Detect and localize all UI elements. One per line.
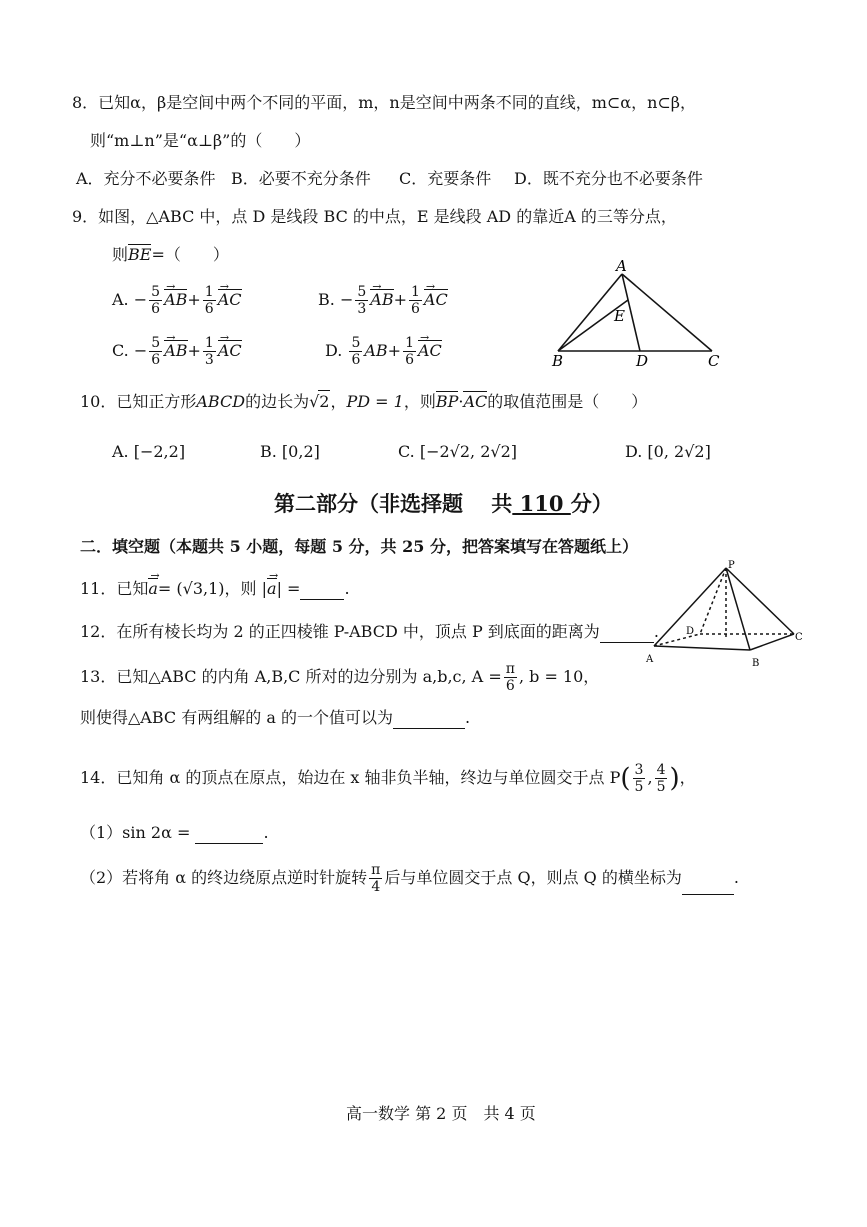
q11-eq: = (√3,1)，则 | (157, 579, 268, 598)
label-e: E (614, 307, 625, 325)
coef-1 (149, 284, 162, 317)
den: 6 (151, 301, 161, 317)
q10-option-d: D. [0, 2√2] (625, 442, 711, 461)
section-fill-in-heading: 二．填空题（本题共 5 小题，每题 5 分，共 25 分，把答案填写在答题纸上） (80, 537, 638, 556)
edge-pd (700, 568, 726, 634)
coef-1 (355, 284, 368, 317)
option-label: D. (325, 341, 343, 360)
label-b: B (552, 352, 564, 370)
den: 6 (405, 352, 414, 368)
q14-paren-open: ( (620, 763, 631, 794)
q13-stem-line1 (80, 661, 599, 694)
q14-sub2-prefix: （2）若将角 α 的终边绕原点逆时针旋转 (80, 868, 368, 887)
q14-sub2-answer-blank[interactable] (682, 894, 734, 895)
pyramid-figure (640, 558, 805, 670)
q10-pd: PD = 1 (346, 392, 404, 411)
q10-abcd: ABCD (196, 392, 246, 411)
num: 5 (151, 284, 161, 300)
label-c: C (708, 352, 720, 370)
label-d: D (686, 626, 695, 637)
vector-1: AB → (164, 289, 187, 311)
q13-end: . (464, 708, 471, 727)
q12-end: . (653, 622, 659, 641)
q14-end: ， (679, 768, 696, 787)
q9-stem-suffix: =（ ） (151, 245, 229, 264)
num: π (371, 862, 381, 878)
num: 5 (351, 335, 361, 351)
q14-sub1-answer-blank[interactable] (195, 843, 263, 844)
den: 6 (204, 301, 214, 317)
vector-1: AB → (164, 340, 187, 362)
num: 1 (204, 284, 214, 300)
sign: − (339, 290, 354, 309)
operator: + (187, 341, 201, 360)
edge-ab (558, 274, 622, 351)
edge-bc (750, 634, 794, 650)
q13-answer-blank[interactable] (393, 728, 465, 729)
operator: + (187, 290, 201, 309)
label-a: A (616, 257, 627, 275)
sign: − (133, 341, 148, 360)
q9-option-b (318, 284, 448, 317)
den: 6 (351, 352, 361, 368)
q9-option-d (325, 335, 442, 368)
q14-sub2-suffix: 后与单位圆交于点 Q，则点 Q 的横坐标为 (384, 868, 682, 887)
q9-stem-line1: 9．如图，△ABC 中，点 D 是线段 BC 的中点，E 是线段 AD 的靠近A 的三等分点， (72, 207, 677, 226)
q11-vector-a: a → (148, 578, 158, 600)
num: 3 (634, 762, 644, 778)
q8-option-d: D．既不充分也不必要条件 (514, 169, 703, 188)
num: 1 (410, 284, 420, 300)
den: 3 (204, 352, 214, 368)
q8-option-b: B．必要不充分条件 (231, 169, 371, 188)
q14-rotation-fraction (369, 862, 382, 895)
q14-sub1-prefix: （1）sin 2α = (80, 823, 191, 842)
option-label: B. (318, 290, 335, 309)
q10-option-a: A. [−2,2] (112, 442, 186, 461)
q10-mid3: ，则 (403, 392, 436, 411)
q13-line2: 则使得△ABC 有两组解的 a 的一个值可以为 (80, 708, 393, 727)
operator: + (393, 290, 407, 309)
q9-stem-line2 (112, 244, 229, 266)
q9-vector-be: BE (128, 245, 152, 264)
q10-prefix: 10．已知正方形 (80, 392, 197, 411)
q14-stem: 14．已知角 α 的顶点在原点，始边在 x 轴非负半轴，终边与单位圆交于点 P( $\frac{3}{5}$ , $\frac{4}{5}$ )， (80, 762, 696, 795)
den: 4 (371, 879, 381, 895)
option-label: C. (112, 341, 129, 360)
q10-stem (80, 390, 647, 413)
coef-2 (409, 284, 422, 317)
den: 5 (634, 779, 644, 795)
vector-1: AB → (370, 289, 393, 311)
q13-stem-line2 (80, 707, 470, 729)
q10-sqrt-value: 2 (319, 392, 330, 411)
q11-stem (80, 578, 350, 600)
triangle-abc-figure (548, 256, 728, 370)
part2-score: 110 (512, 491, 571, 516)
label-c: C (795, 632, 803, 643)
q10-vector-ac: AC (463, 392, 488, 411)
q8-stem-line2: 则“m⊥n”是“α⊥β”的（ ） (90, 131, 311, 150)
q14-px (633, 762, 646, 795)
num: 5 (151, 335, 161, 351)
q10-mid2: ， (330, 392, 347, 411)
q10-vector-bp: BP (435, 392, 459, 411)
q11-answer-blank[interactable] (300, 599, 344, 600)
vector-2: AC → (418, 340, 442, 362)
q9-option-c (112, 335, 242, 368)
label-d: D (636, 352, 649, 370)
q13-angle-fraction (504, 661, 517, 694)
num: 4 (656, 762, 666, 778)
q12-stem (80, 621, 659, 643)
option-label: A. (112, 290, 129, 309)
edge-ac (622, 274, 712, 351)
q11-suffix: | = (276, 579, 301, 598)
coef-2 (203, 284, 216, 317)
q14-sub1-end: . (263, 823, 269, 842)
q10-sqrt: √2 (309, 392, 330, 411)
part2-title-a: 第二部分（非选择题 共 (274, 491, 513, 516)
q14-sub1 (80, 822, 269, 844)
q14-py (655, 762, 668, 795)
q13-suffix: , b = 10， (518, 667, 600, 686)
q11-prefix: 11．已知 (80, 579, 149, 598)
num: 1 (405, 335, 414, 351)
num: π (505, 661, 515, 677)
label-b: B (752, 658, 760, 669)
q10-option-c: C. [−2√2, 2√2] (398, 442, 518, 461)
q14-sub2-end: . (733, 868, 739, 887)
q8-option-c: C．充要条件 (399, 169, 492, 188)
vector-2: AC → (424, 289, 448, 311)
q8-stem-line1: 8．已知α，β是空间中两个不同的平面，m，n是空间中两条不同的直线，m⊂α，n⊂β， (72, 93, 697, 112)
den: 6 (151, 352, 161, 368)
page-footer: 高一数学 第 2 页 共 4 页 (346, 1104, 536, 1123)
num: 1 (204, 335, 214, 351)
coef-1 (349, 335, 362, 368)
q14-sub2 (80, 862, 739, 895)
sign: − (133, 290, 148, 309)
part2-heading (274, 488, 613, 518)
q10-option-b: B. [0,2] (260, 442, 320, 461)
den: 6 (505, 678, 515, 694)
q10-mid1: 的边长为 (245, 392, 310, 411)
coef-1 (149, 335, 162, 368)
den: 5 (656, 779, 666, 795)
q14-paren-close: ) (669, 763, 680, 794)
vector-1: AB (364, 341, 388, 360)
q10-dot: · (458, 392, 464, 411)
q13-prefix: 13．已知△ABC 的内角 A,B,C 所对的边分别为 a,b,c, A = (80, 667, 502, 686)
part2-title-b: 分） (570, 491, 613, 516)
q11-end: . (344, 579, 350, 598)
q8-option-a: A．充分不必要条件 (76, 169, 216, 188)
q11-vector-a2: a → (267, 578, 277, 600)
q14-prefix: 14．已知角 α 的顶点在原点，始边在 x 轴非负半轴，终边与单位圆交于点 P (80, 768, 621, 787)
vector-2: AC → (218, 289, 242, 311)
q9-option-a (112, 284, 242, 317)
operator: + (387, 341, 402, 360)
label-p: P (728, 560, 735, 571)
q9-stem-prefix: 则 (112, 245, 129, 264)
q12-text: 12．在所有棱长均为 2 的正四棱锥 P-ABCD 中，顶点 P 到底面的距离为 (80, 622, 600, 641)
label-a: A (646, 654, 654, 665)
q10-suffix: 的取值范围是（ ） (487, 392, 648, 411)
coef-2 (403, 335, 416, 368)
edge-ab (654, 646, 750, 650)
num: 5 (357, 284, 367, 300)
vector-2: AC → (218, 340, 242, 362)
den: 6 (410, 301, 420, 317)
den: 3 (357, 301, 367, 317)
coef-2 (203, 335, 216, 368)
